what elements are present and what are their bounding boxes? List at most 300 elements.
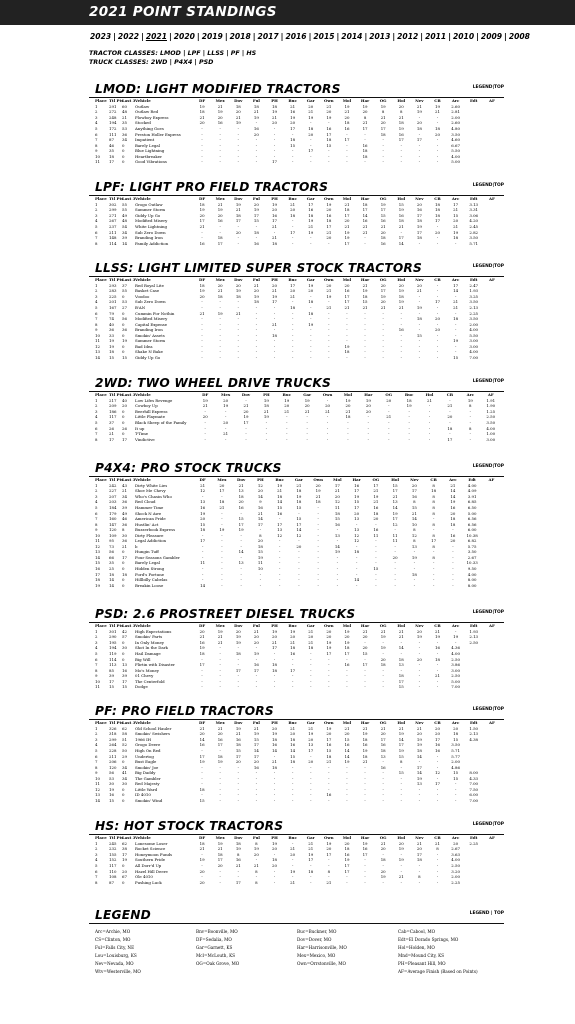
legend-link[interactable]: LEGEND [469,911,490,916]
table-cell: - [255,673,258,679]
table-cell: 17 [109,678,114,684]
table-cell: - [454,327,457,333]
legend-item: AF=Average Finish (Based on Points) [398,969,478,974]
table-cell: 4.86 [451,764,460,770]
table-cell: 16 [253,662,259,668]
table-cell: - [436,159,439,165]
table-cell: 18 [380,747,386,753]
table-cell: - [310,304,312,310]
column-header: DF [199,720,206,726]
table-cell: 16 [398,212,404,218]
column-header: Last 3 [122,392,136,398]
table-cell: 21 [199,310,205,316]
year-link-2018[interactable]: 2018 [229,32,251,41]
table-cell: 16 [217,120,223,126]
table-cell: 5 [95,862,98,868]
table-cell: 19 [416,736,422,742]
table-cell: - [255,874,258,880]
section-nav[interactable]: LEGEND|TOP [472,85,504,90]
table-cell: 14 [453,288,459,294]
table-cell: 7 [95,516,98,522]
legend-link[interactable]: LEGEND [472,610,493,615]
table-cell: 6 [95,510,98,516]
table-cell: 17 [354,504,360,510]
table-cell: 2.50 [486,414,496,420]
table-cell: - [310,293,312,299]
table-cell: - [219,868,221,874]
table-cell: - [291,310,294,316]
table-cell: - [221,554,223,560]
table-cell: - [291,656,294,662]
top-link[interactable]: TOP [494,264,504,269]
legend-link[interactable]: LEGEND [472,264,493,269]
table-cell: - [201,299,203,305]
table-cell: - [418,321,421,327]
table-cell: - [328,148,330,154]
column-header: Buc [275,477,284,483]
table-cell: 19 [235,634,241,640]
table-cell: - [375,582,377,588]
table-cell: 16 [344,125,350,131]
year-link-2009[interactable]: 2009 [480,32,503,41]
table-cell: - [346,764,348,770]
table-cell: 8 [259,532,262,538]
table-cell: 16 [290,742,296,748]
table-cell: - [454,310,457,316]
table-cell: 18 [109,153,114,159]
table-cell [465,880,483,886]
column-header: Gar [306,623,315,629]
table-cell: 18 [345,414,351,420]
table-cell: 15 [453,770,459,776]
table-cell: - [273,851,276,857]
standings-table [95,477,501,588]
table-cell: 18 [326,218,332,224]
truck-class-links[interactable]: TRUCK CLASSES: 2WD | P4X4 | PSD [89,59,214,66]
legend-link[interactable]: LEGEND [472,85,493,90]
table-cell: - [219,321,221,327]
year-link-2020[interactable]: 2020 [173,32,195,41]
legend-link[interactable]: LEGEND [472,707,493,712]
table-cell: - [328,310,330,316]
vehicle-name: The Centerfold [135,678,165,684]
vehicle-name: Red Majesty [135,781,160,787]
vehicle-name: b [135,543,138,549]
column-header: Own [324,277,334,283]
table-cell: 19 [308,321,314,327]
section-nav[interactable]: LEGEND | TOP [469,911,504,916]
vehicle-name: Undertog [135,753,154,759]
top-link[interactable]: TOP [494,183,504,188]
table-cell: 19 [326,725,332,731]
vehicle-name: Blue Lightning [135,148,165,154]
table-cell: 14 [272,747,277,753]
table-cell: 195 [109,639,117,645]
table-cell: - [219,792,221,798]
table-cell: - [400,650,402,656]
section-nav[interactable]: LEGEND|TOP [472,822,504,827]
table-cell: 19 [272,628,277,634]
table-cell: - [413,566,416,571]
table-cell: 20 [290,634,296,640]
table-cell: 21 [435,673,440,679]
column-header: CB [434,835,441,841]
table-cell: 209 [109,403,117,409]
table-cell: - [310,235,312,241]
table-cell: - [364,321,366,327]
tractor-class-links[interactable]: TRACTOR CLASSES: LMOD | LPF | LLSS | PF | HS [89,50,257,57]
table-cell: - [432,566,435,571]
table-cell: - [388,425,390,431]
table-cell: 41 [122,770,127,776]
table-cell: 3.50 [469,299,479,305]
table-cell: - [328,862,330,868]
table-cell: - [237,678,239,684]
table-cell: - [273,684,276,690]
table-cell: - [469,408,471,414]
section-nav[interactable]: LEGEND|TOP [472,379,504,384]
table-cell: 17 [380,736,386,742]
legend-link[interactable]: LEGEND [472,379,493,384]
table-cell: - [298,549,300,555]
table-cell: 17 [344,299,350,305]
table-cell: - [237,321,239,327]
vehicle-name: Cummin For Nothin [135,310,175,316]
table-cell: 20 [315,482,321,488]
table-cell: 20 [272,725,277,731]
vehicle-name: Buzzerbook Express [135,527,176,533]
table-cell: 7 [95,235,98,241]
table-cell: 5.71 [469,240,479,246]
table-cell: 16 [435,742,440,748]
table-cell: 2.13 [469,634,479,640]
table-cell: - [436,114,439,120]
table-cell: - [436,667,439,673]
table-cell: 15 [453,354,459,360]
table-cell: - [382,310,384,316]
table-cell: 17 [277,521,283,527]
table-cell: 19 [199,857,205,863]
table-cell: 20 [365,403,371,409]
table-cell: 18 [272,764,277,770]
table-cell: 15 [257,549,263,555]
table-cell: - [328,327,330,333]
table-row [95,583,501,589]
table-cell: 19 [453,634,459,640]
table-cell: 20 [290,288,296,294]
table-cell: 17 [238,521,244,527]
year-link-2011[interactable]: 2011 [425,32,447,41]
top-link[interactable]: TOP [494,911,504,916]
year-separator: | [420,32,424,41]
table-cell: - [201,673,203,679]
table-cell: - [400,310,402,316]
year-separator: | [113,32,116,41]
table-cell: 119 [109,650,117,656]
table-cell: 21 [272,235,277,241]
table-cell: - [328,343,330,349]
table-cell: 18 [272,240,277,246]
table-cell: - [469,414,471,420]
table-cell: 17 [219,488,225,494]
table-cell: 0 [122,414,125,420]
table-cell: 15 [122,354,127,360]
table-cell: - [400,786,402,792]
table-cell: - [201,770,203,776]
table-cell: 7 [95,316,98,322]
table-cell: 4.00 [451,857,460,863]
table-cell: 20 [380,229,386,235]
legend-link[interactable]: LEGEND [472,464,493,469]
table-cell: - [310,343,312,349]
table-cell: - [219,229,221,235]
table-cell: - [452,582,454,588]
legend-item: Gar=Garnett, KS [196,945,233,950]
table-cell: - [259,527,262,533]
table-cell: 19 [217,759,223,765]
year-link-2013[interactable]: 2013 [369,32,391,41]
table-cell: 0 [122,431,125,437]
table-cell: 18 [344,120,350,126]
year-link-2019[interactable]: 2019 [201,32,223,41]
table-cell: - [237,316,239,322]
table-cell: 56 [109,770,114,776]
column-header: Har [360,277,370,283]
table-cell: 14 [238,549,244,555]
vehicle-name: Good Vibrations [135,159,167,165]
table-cell: 27 [122,304,127,310]
section-p4x4 [89,461,504,588]
table-cell: 19 [277,482,283,488]
table-cell: - [265,425,268,431]
table-cell: 19 [398,857,404,863]
table-cell: 21 [398,725,404,731]
vehicle-name: Southern Pride [135,857,166,863]
column-header: Place [95,392,107,398]
table-cell: - [201,851,203,857]
table-cell: 17 [416,229,422,235]
vehicle-name: Honeymoon Funds [135,851,173,857]
column-header: Dov [241,392,251,398]
table-cell: 20 [362,634,368,640]
table-cell: 0 [122,321,125,327]
table-cell: 4.00 [469,327,479,333]
top-link[interactable]: TOP [494,822,504,827]
table-cell: - [317,560,319,566]
section-nav[interactable]: LEGEND|TOP [472,183,504,188]
table-cell: - [364,879,366,885]
table-cell: 17 [373,482,379,488]
year-link-2008[interactable]: 2008 [508,32,530,41]
column-header: CB [434,623,441,629]
table-cell: - [418,639,421,645]
table-cell: 1.93 [469,628,479,634]
table-cell: 19 [398,207,404,213]
table-cell: - [245,397,247,403]
table-cell: 203 [109,499,117,505]
vehicle-name: Red Royal Lite [135,282,164,288]
table-cell: - [454,349,457,355]
section-nav[interactable]: LEGEND|TOP [472,610,504,615]
top-link[interactable]: TOP [494,85,504,90]
table-cell: - [454,343,457,349]
table-cell: - [291,781,294,787]
table-cell: - [364,349,366,355]
column-header: Gar [294,477,303,483]
legend-link[interactable]: LEGEND [472,183,493,188]
table-cell: 17 [308,747,314,753]
table-cell: - [452,560,454,566]
table-cell: 18 [272,857,277,863]
year-link-2016[interactable]: 2016 [285,32,307,41]
table-cell: - [408,431,410,437]
table-cell: 19 [235,201,241,207]
column-header: Place [95,196,107,202]
table-cell: 20 [392,554,398,560]
table-cell: 19 [296,493,302,499]
table-cell: 18 [308,645,314,651]
table-cell: 16 [257,504,263,510]
year-link-2012[interactable]: 2012 [397,32,419,41]
table-cell: - [273,153,276,159]
year-link-2021[interactable]: 2021 [145,32,167,41]
table-cell: - [219,650,221,656]
table-cell: - [436,874,439,880]
table-cell: 18 [235,742,241,748]
table-cell: 20 [290,851,296,857]
table-cell: 19 [344,103,350,109]
table-cell: - [436,293,439,299]
table-cell: - [219,645,221,651]
table-cell: - [255,327,258,333]
table-cell: 4 [95,218,98,224]
column-header: Hol [397,277,406,283]
table-cell: 0 [122,577,125,583]
legend-link[interactable]: LEGEND [472,822,493,827]
table-cell: 21 [398,874,404,880]
legend-section [89,908,504,998]
table-cell: 8 [95,521,98,527]
table-cell: - [328,338,330,344]
vehicle-name: Low Lifes Revenge [135,397,173,403]
table-cell: - [219,656,221,662]
table-cell: 18 [235,650,241,656]
table-cell: 26 [122,425,127,431]
table-cell: 12 [435,770,440,776]
table-cell: 19 [326,840,332,846]
table-cell: - [310,678,312,684]
column-header: Arc [451,720,460,726]
table-cell: 66 [109,554,114,560]
year-link-2015[interactable]: 2015 [313,32,335,41]
top-link[interactable]: TOP [494,379,504,384]
column-header: Vehicle [135,196,151,202]
table-cell: - [382,775,384,781]
table-cell: 20 [344,840,350,846]
table-cell: 267 [109,218,117,224]
table-cell: - [310,764,312,770]
table-cell: - [382,148,384,154]
table-cell: - [291,840,294,846]
table-cell: - [219,137,221,143]
table-cell: - [336,538,339,544]
table-cell: 20 [398,840,404,846]
top-link[interactable]: TOP [494,464,504,469]
table-cell: 19 [398,299,404,305]
table-cell: 21 [199,846,205,852]
table-cell: 10 [95,532,100,538]
legend-item: Cab=Cabool, MO [398,929,436,934]
table-cell: - [310,316,312,322]
table-cell: 6 [95,131,98,137]
table-cell: 11 [334,504,340,510]
section-nav[interactable]: LEGEND|TOP [472,264,504,269]
table-cell: 20 [304,403,310,409]
table-cell: - [328,120,330,126]
table-cell: 21 [202,403,208,409]
year-link-2014[interactable]: 2014 [341,32,363,41]
table-cell: 114 [109,656,117,662]
table-cell: - [317,516,319,522]
table-cell: - [355,560,358,566]
table-cell: - [317,571,319,577]
year-link-2010[interactable]: 2010 [452,32,475,41]
top-link[interactable]: TOP [494,707,504,712]
table-cell: 21 [199,114,205,120]
table-cell: 14 [200,582,206,588]
table-cell: 19 [365,397,371,403]
section-nav[interactable]: LEGEND|TOP [472,464,504,469]
table-cell: - [310,662,312,668]
table-cell: 2.25 [469,840,479,846]
table-cell: 1 [95,103,98,109]
table-cell: 16 [416,207,422,213]
table-cell: 21 [362,120,368,126]
table-cell: - [201,229,203,235]
year-link-2022[interactable]: 2022 [117,32,140,41]
column-header: Hol [397,196,406,202]
table-cell: 20 [354,510,360,516]
table-cell: 20 [435,131,440,137]
table-cell: 194 [109,120,117,126]
table-cell: 21 [380,725,386,731]
column-header: Mol [342,835,352,841]
table-cell: - [454,293,457,299]
table-cell: 5.00 [451,678,460,684]
section-nav[interactable]: LEGEND|TOP [472,707,504,712]
table-cell: - [255,645,258,651]
table-cell: 19 [315,488,321,494]
table-cell: - [291,332,294,338]
table-cell: 4 [95,499,98,505]
table-cell: - [436,310,439,316]
table-cell: 17 [398,137,404,143]
year-link-2017[interactable]: 2017 [257,32,279,41]
column-header: Place [95,98,107,104]
table-cell: 15 [296,516,302,522]
table-cell: - [255,775,258,781]
table-cell: 21 [217,103,223,109]
legend-item: Ful=Falls City, NE [95,945,135,950]
table-cell: - [328,770,330,776]
year-link-2023[interactable]: 2023 [90,32,112,41]
table-cell: - [418,343,421,349]
vehicle-name: Hail Damage [135,650,161,656]
vehicle-name: Dirty Pleasure [135,532,164,538]
table-cell: 16 [362,218,368,224]
table-cell: - [432,577,435,583]
top-link[interactable]: TOP [494,610,504,615]
